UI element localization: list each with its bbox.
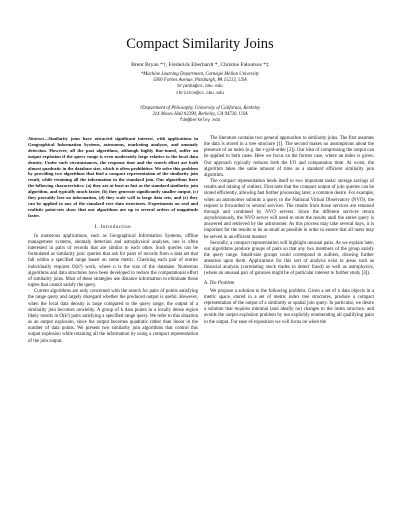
body-paragraph: Secondly, a compact representation will highlight unusual pairs. As we explain later, our algorithms produce groups of pairs so that any two members of the group satisfy the query range. Small-size groups could correspond to outliers, drawing further attention upon them. Applications for this sort of analysis exist in areas such as financial analysis (correlating stock trades to detect fraud) as well as astrophysics, (where an unusual pair of galaxies might be of particular interest to further study [3]). xyxy=(204,240,374,277)
body-paragraph: In numerous applications, such as Geographical Information Systems, offline management systems, anomaly detection and astrophysical analyses, one is often interested in pairs of records that are similar to each other. Such queries can be formulated as similarity join: queries that ask for pairs of records from a data set that fall within a specified range based on some metric. Checking each pair of entries individually requires O(n²) work, where n is the size of the database. Numerous algorithms and data structures have been developed to reduce the computational effort of similarity joins. Most of these strategies use distance information to eliminate those tuples that cannot satisfy the query. xyxy=(28,233,198,289)
abstract-text: —Similarity joins have attracted significant interest, with applications in Geographical Information Systems, astronomy, marketing analyses, and anomaly detection. However, all the past algorithms, although highly fine-tuned, suffer an output explosion if the query range is even moderately large relative to the local data density. Under such circumstances, the response time and the search effort are both almost quadratic in the database size, which is often prohibitive. We solve this problem by providing two algorithms that find a compact representation of the similarity join result, while retaining all the information in the standard join. Our algorithms have the following characteristics: (a) they are at least as fast as the standard similarity join algorithm, and typically much faster, (b) they generate significantly smaller output, (c) they provably lose no information, (d) they scale well to large data sets, and (e) they can be applied to any of the standard tree data structures. Experiments on real and realistic point-sets show that our algorithms are up to several orders of magnitude faster. xyxy=(28,136,198,218)
paper-title: Compact Similarity Joins xyxy=(126,36,274,52)
abstract xyxy=(28,136,198,219)
affiliation-line: Department of Philosophy, University of California, Berkeley xyxy=(142,106,261,111)
affiliation-line: Machine Learning Department, Carnegie Mellon University xyxy=(143,72,260,77)
body-paragraph: The literature contains two general approaches to similarity joins. The first assumes the data is stored in a tree structure [1]. The second makes no assumptions about the presence of an index (e.g. the ε-grid-order [2]). Our idea of compressing the output can be applied to both cases. Here we focus on the former case, where an index is given. Our approach typically reduces both the I/O and computation time. At worst, the algorithm takes the same amount of time as a standard efficient similarity join algorithm. xyxy=(204,136,374,178)
affiliation-cmu xyxy=(0,72,400,97)
right-column xyxy=(204,136,374,508)
author-email: christos@cs.cmu.edu xyxy=(176,91,224,96)
section-heading-introduction: I. Introduction xyxy=(94,224,132,230)
body-paragraph: Current algorithms are only concerned with the search for pairs of points satisfying the range query and largely disregard whether the produced output is useful. However, when the local data density is large compared to the query range, the output of a similarity join becomes unwieldy. A group of k data points in a locally dense region likely results in O(k²) pairs satisfying a specified range query. We refer to this situation as an output explosion, since the output becomes quadratic rather than linear in the number of data points. We present two similarity join algorithms that control this output explosion while retaining all the information by using a compact representation of the join output. xyxy=(28,289,198,344)
abstract-label: Abstract xyxy=(28,136,44,141)
affiliation-line: 5000 Forbes Avenue, Pittsburgh, PA 15213, USA xyxy=(153,78,247,84)
body-paragraph: The compact representation lends itself to two important tasks: storage savings of results and mining of outliers. First note that the compact output of join queries can be stored efficiently, allowing fast further processing later, a common desire. For example, when an astronomer submits a query to the National Virtual Observatory (NVO), the request is forwarded to several services. The results from those services are returned through and combined by NVO servers. Since the different services return asynchronously, the NVO server will need to store the results until the entire query is answered and retrieved by the astronomer. As this process may take several days, it is important for the results to be as small as possible in order to ensure that all users may be served in an efficient manner. xyxy=(204,179,374,240)
affiliation-line: 314 Moses Hall #2390, Berkeley, CA 94720, USA xyxy=(152,112,248,118)
subsection-heading-problem: A. The Problem xyxy=(204,280,235,286)
affiliation-marker: † xyxy=(139,106,143,111)
affiliation-berkeley xyxy=(0,106,400,125)
author-email: fde@berkeley.edu xyxy=(179,119,221,124)
body-paragraph: We propose a solution to the following problem: Given a set of n data objects in a metric space, stored in a set of metric index tree structures, produce a compact representation of the output of a similarity or spatial join query. In particular, we desire a solution that requires minimal (and ideally no) changes to the index structure, and avoids the output explosion problem by not explicitly enumerating all qualifying pairs in the output. For ease of exposition we will focus on when the xyxy=(204,288,374,325)
affiliation-marker: * xyxy=(140,72,144,77)
left-column xyxy=(28,136,198,508)
author-list: Brent Bryan *†, Frederick Eberhardt *, Christos Faloutsos *‡ xyxy=(131,62,269,68)
author-email: bryanba@cs.cmu.edu xyxy=(177,85,223,90)
